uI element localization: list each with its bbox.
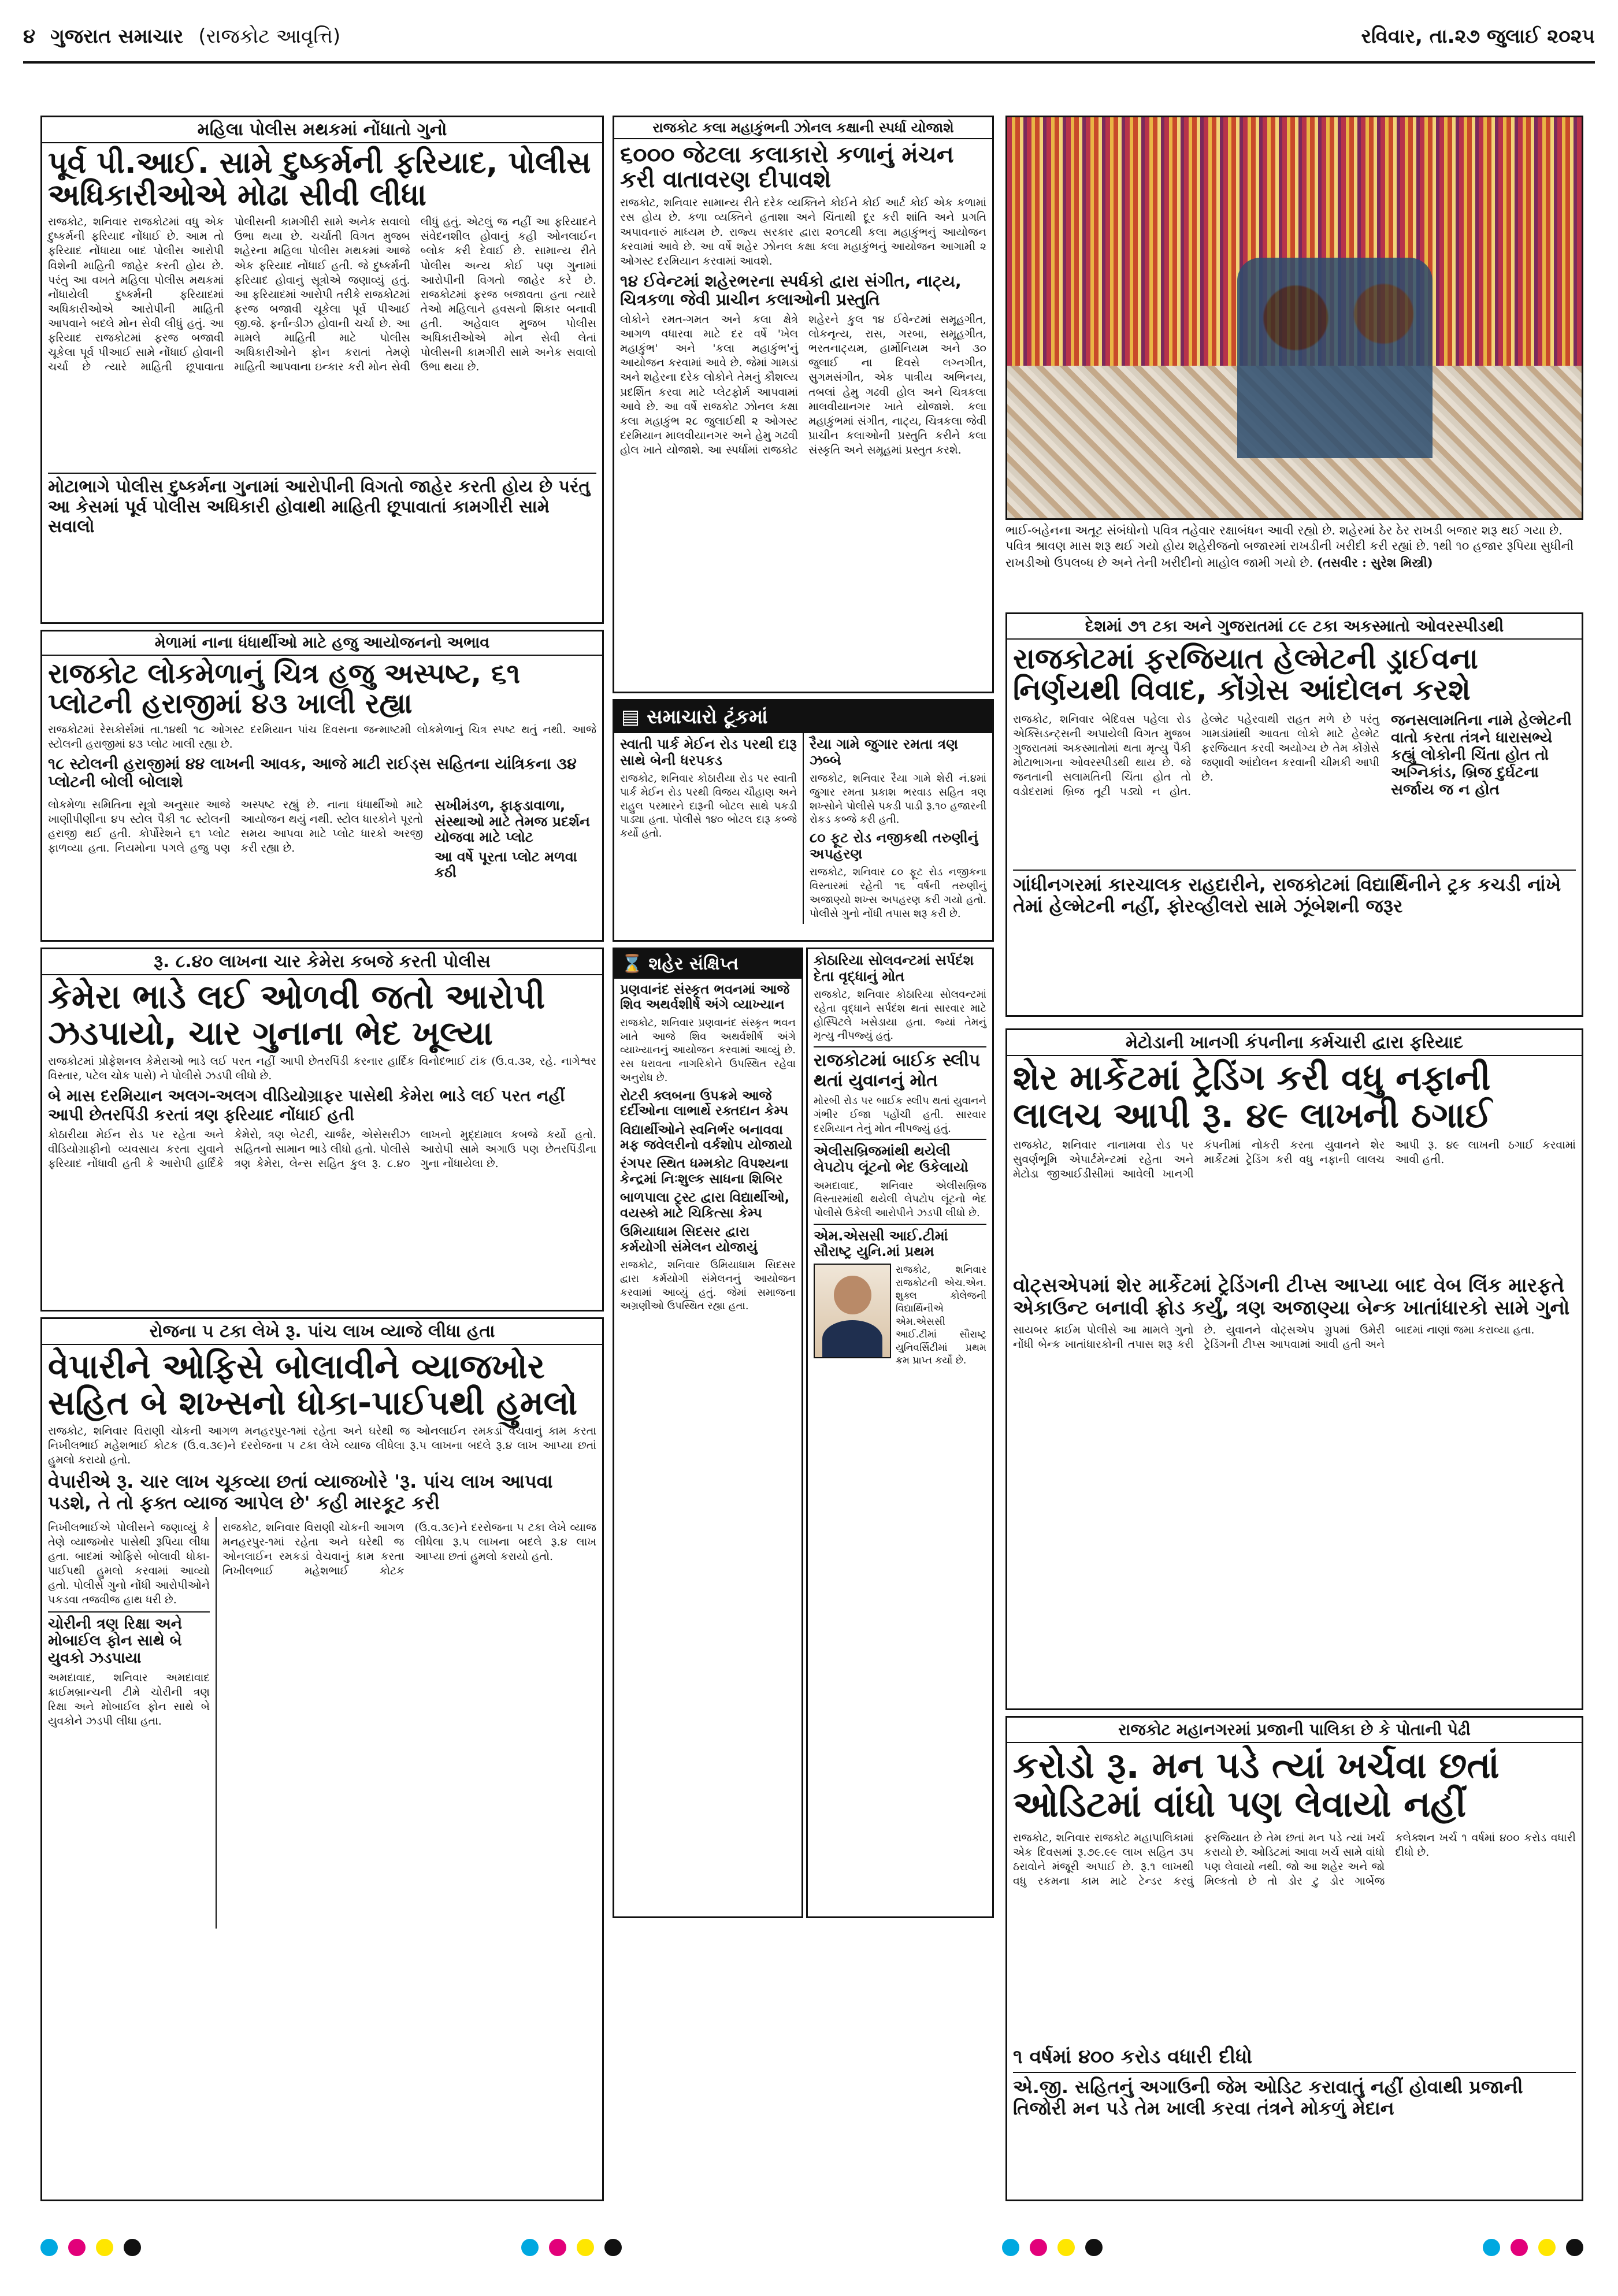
photo-shoppers [1237, 258, 1433, 458]
story-police-footer: મોટાભાગે પોલીસ દુષ્કર્મના ગુનામાં આરોપીની વિગતો જાહેર કરતી હોય છે પરંતુ આ કેસમાં પૂર્વ પોલીસ અધિકારી હોવાથી માહિતી છૂપાવાતાં કામગીરી સામે સવાલો [48, 473, 596, 537]
story-lokmelo-subhead1: ૧૮ સ્ટોલની હરાજીમાં ૪૪ લાખની આવક, આજે માટી રાઈડ્સ સહિતના યાંત્રિકના ૩૪ પ્લોટની બોલી બોલાશે [48, 755, 577, 791]
yellow-dot [1538, 2239, 1556, 2256]
story-audit [1005, 1716, 1583, 2201]
black-dot [1566, 2239, 1583, 2256]
brief2-body: રાજકોટ, શનિવાર રૈયા ગામે શેરી નં.૪માં જુગાર રમતા પ્રકાશ ભરવાડ સહિત ત્રણ શખ્સોને પોલીસે પકડી પાડી રૂ.૧૦ હજારની રોકડ કબ્જે કરી હતી. [810, 772, 986, 826]
story-vyaj-headline: વેપારીને ઓફિસે બોલાવીને વ્યાજખોર સહિત બે શખ્સનો ધોકા-પાઈપથી હુમલો [48, 1347, 578, 1422]
page-number: ૪ [23, 25, 36, 48]
shaher-section [613, 948, 803, 1918]
mid4-body: રાજકોટ, શનિવાર રાજકોટની એચ.એન. શુક્લ કોલેજની વિદ્યાર્થિનીએ એમ.એસસી આઈ.ટીમાં સૌરાષ્ટ્ર યુનિવર્સિટીમાં પ્રથમ ક્રમ પ્રાપ્ત કર્યો છે. [896, 1264, 986, 1367]
story-lokmelo-body1: રાજકોટમાં રેસકોર્સમાં તા.૧૪થી ૧૮ ઓગસ્ટ દરમિયાન પાંચ દિવસના જન્માષ્ટમી લોકમેળાનું ચિત્ર સ્પષ્ટ થતું નથી. આજે સ્ટોલની હરાજીમાં ૪૩ પ્લોટ ખાલી રહ્યા છે. [48, 723, 596, 751]
shaher1-body: રાજકોટ, શનિવાર પ્રણવાનંદ સંસ્કૃત ભવન ખાતે આજે શિવ અથર્વશીર્ષ અંગે વ્યાખ્યાનનું આયોજન કરવામાં આવ્યું છે. રસ ધરાવતા નાગરિકોને ઉપસ્થિત રહેવા અનુરોધ છે. [620, 1016, 796, 1084]
story-police-body: રાજકોટ, શનિવાર રાજકોટમાં વધુ એક દુષ્કર્મની ફરિયાદ નોંધાઈ છે. આમ તો ફરિયાદ નોંધાયા બાદ પોલીસ આરોપી વિશેની માહિતી જાહેર કરતી હોય છે. પરંતુ આ વખતે મહિલા પોલીસ મથકમાં નોંધાયેલી દુષ્કર્મની ફરિયાદમાં અધિકારીઓએ આરોપીની માહિતી આપવાને બદલે મોન સેવી લીધું હતું. આ ફરિયાદ રાજકોટમાં ફરજ બજાવી ચૂકેલા પૂર્વ પીઆઈ સામે નોંધાઈ હોવાની ચર્ચા છે ત્યારે માહિતી છૂપાવાતા પોલીસની કામગીરી સામે અનેક સવાલો ઉભા થયા છે. ચર્ચાતી વિગત મુજબ શહેરના મહિલા પોલીસ મથકમાં આજે એક ફરિયાદ નોંધાઈ હતી. જે દુષ્કર્મની ફરિયાદ હોવાનું સૂત્રોએ જણાવ્યું હતું. આ ફરિયાદમાં આરોપી તરીકે રાજકોટમાં ફરજ બજાવી ચૂકેલા પૂર્વ પીઆઈ જી.જે. ફર્નાન્ડીઝ હોવાની ચર્ચા છે. આ મામલે માહિતી માટે પોલીસ અધિકારીઓને ફોન કરાતાં તેમણે માહિતી આપવાના ઇન્કાર કરી મોન સેવી લીધું હતું. એટલું જ નહીં આ ફરિયાદને સંવેદનશીલ હોવાનું કહી ઓનલાઈન બ્લોક કરી દેવાઈ છે. સામાન્ય રીતે પોલીસ અન્ય કોઈ પણ ગુનામાં આરોપીની વિગતો જાહેર કરે છે. રાજકોટમાં ફરજ બજાવતા હતા ત્યારે તેઓ મહિલાને હવસનો શિકાર બનાવી હતી. અહેવાલ મુજબ પોલીસ અધિકારીઓએ મોન સેવી લેતાં પોલીસની કામગીરી સામે અનેક સવાલો ઉભા થયા છે. [48, 216, 596, 374]
story-camera-body2: કોઠારીયા મેઈન રોડ પર રહેતા અને વીડિયોગ્રાફીનો વ્યવસાય કરતા યુવાને ફરિયાદ નોંધાવી હતી કે આરોપી હાર્દિકે કેમેરો, ત્રણ બેટરી, ચાર્જર, એસેસરીઝ સહિતનો સામાન ભાડે લીધો હતો. પોલીસે ત્રણ કેમેરા, લેન્સ સહિત કુલ રૂ. ૮.૪૦ લાખનો મુદ્દામાલ કબજે કર્યો હતો. આરોપી સામે અગાઉ પણ છેતરપિંડીના ગુના નોંધાયેલા છે. [48, 1128, 596, 1170]
shaher1-headline: પ્રણવાનંદ સંસ્કૃત ભવનમાં આજે શિવ અથર્વશીર્ષ અંગે વ્યાખ્યાન [620, 982, 790, 1013]
brief1-headline: સ્વાતી પાર્ક મેઈન રોડ પરથી દારૂ સાથે બેની ધરપકડ [620, 736, 797, 768]
black-dot [604, 2239, 622, 2256]
story-camera-subhead: બે માસ દરમિયાન અલગ-અલગ વીડિયોગ્રાફર પાસેથી કેમેરા ભાડે લઈ પરત નહીં આપી છેતરપિંડી કરતાં ત્રણ ફરિયાદ નોંધાઈ હતી [48, 1086, 565, 1124]
brief3-headline: ૮૦ ફૂટ રોડ નજીકથી તરુણીનું અપહરણ [810, 830, 978, 862]
story-kala-body2: લોકોને રમત-ગમત અને કલા ક્ષેત્રે આગળ વધારવા માટે દર વર્ષે 'ખેલ મહાકુંભ' અને 'કલા મહાકુંભ'નું આયોજન કરવામાં આવે છે. જેમાં ગામડાં અને શહેરના દરેક લોકોને તેમનું કૌશલ્ય પ્રદર્શિત કરવા માટે પ્લેટફોર્મ આપવામાં આવે છે. આ વર્ષે રાજકોટ ઝોનલ કક્ષા કલા મહાકુંભ ૨૮ જુલાઈથી ૨ ઓગસ્ટ દરમિયાન માલવીયાનગર અને હેમુ ગઢવી હોલ ખાતે યોજાશે. આ સ્પર્ધામાં રાજકોટ શહેરને કુલ ૧૪ ઈવેન્ટમાં સમૂહગીત, લોકનૃત્ય, રાસ, ગરબા, સમૂહગીત, ભરતનાટ્યમ, હાર્મોનિયમ અને ૩૦ જુલાઈ ના દિવસે લગ્નગીત, સુગમસંગીત, એક પાત્રીય અભિનય, તબલાં હેમુ ગઢવી હોલ અને ચિત્રકલા માલવીયાનગર ખાતે યોજાશે. કલા મહાકુંભમાં સંગીત, નાટ્ય, ચિત્રકલા જેવી પ્રાચીન કલાઓની પ્રસ્તુતિ કરીને કલા સંસ્કૃતિ અને સમૂહમાં પ્રસ્તુત કરશે. [620, 313, 986, 456]
story-audit-footer: એ.જી. સહિતનું અગાઉની જેમ ઓડિટ કરાવાતું નહીં હોવાથી પ્રજાની તિજોરી મન પડે તેમ ખાલી કરવા તંત્રને મોકળું મેદાન [1013, 2072, 1576, 2119]
registration-strip [40, 2230, 1583, 2265]
story-helmet-body: રાજકોટ, શનિવાર બેદિવસ પહેલા રોડ એક્સિડન્ટ્સની અપાયેલી વિગત મુજબ ગુજરાતમાં અકસ્માતોમાં થતા મૃત્યુ પૈકી મોટાભાગના ઓવરસ્પીડથી થાય છે. જે જનતાની સલામતિની ચિંતા હોત તો વડોદરામાં બ્રિજ તૂટી પડ્યો ન હોત. હેલ્મેટ પહેરવાથી રાહત મળે છે પરંતુ ગામડાંમાંથી આવતા લોકો માટે હેલ્મેટ ફરજિયાત કરવી અયોગ્ય છે તેમ કોંગ્રેસે જણાવી આંદોલન કરવાની ચીમકી આપી છે. [1013, 713, 1379, 798]
brief1-body: રાજકોટ, શનિવાર કોઠારીયા રોડ પર સ્વાતી પાર્ક મેઈન રોડ પરથી વિજય ચૌહાણ અને રાહુલ પરમારને દારૂની બોટલ સાથે પકડી પાડ્યા હતા. પોલીસે ૧૪૦ બોટલ દારૂ કબ્જે કર્યો હતો. [620, 772, 797, 840]
cyan-dot [1002, 2239, 1019, 2256]
student-portrait [814, 1264, 891, 1358]
mid-column [806, 948, 994, 1918]
story-camera-headline: કેમેરા ભાડે લઈ ઓળવી જતો આરોપી ઝડપાયો, ચાર ગુનાના ભેદ ખૂલ્યા [48, 977, 545, 1053]
story-share-headline: શેર માર્કેટમાં ટ્રેડિંગ કરી વધુ નફાની લાલચ આપી રૂ. ૪૯ લાખની ઠગાઈ [1013, 1058, 1492, 1136]
vyaj-brief-headline: ચોરીની ત્રણ રિક્ષા અને મોબાઈલ ફોન સાથે બે યુવકો ઝડપાયા [48, 1611, 210, 1668]
story-audit-headline: કરોડો રૂ. મન પડે ત્યાં ખર્ચવા છતાં ઓડિટમાં વાંધો પણ લેવાયો નહીં [1013, 1744, 1500, 1825]
shaher2-headline: રોટરી ક્લબના ઉપક્રમે આજે દર્દીઓના લાભાર્થે રક્તદાન કેમ્પ [620, 1088, 789, 1119]
briefs-title: સમાચારો ટૂંકમાં [647, 705, 768, 729]
story-share-kicker: મેટોડાની ખાનગી કંપનીના કર્મચારી દ્વારા ફરિયાદ [1007, 1030, 1582, 1056]
shaher4-headline: રંગપર સ્થિત ધમ્મકોટ વિપશ્યના કેન્દ્રમાં નિઃશુલ્ક સાધના શિબિર [620, 1156, 789, 1187]
mid3-headline: એલીસબ્રિજમાંથી થયેલી લેપટોપ લૂંટનો ભેદ ઉકેલાયો [814, 1139, 986, 1175]
portrait-shirt [822, 1320, 882, 1357]
story-kala-body1: રાજકોટ, શનિવાર સામાન્ય રીતે દરેક વ્યક્તિને કોઈને કોઈ આર્ટ કોઈ એક કળામાં રસ હોય છે. કળા વ્યક્તિને હતાશા અને ચિંતાથી દૂર કરી શાંતિ અને પ્રગતિ અપાવનારું માધ્યમ છે. રાજ્ય સરકાર દ્વારા ૨૦૧૮થી કલા મહાકુંભનું આયોજન કરવામાં આવે છે. આ વર્ષે શહેર ઝોનલ કક્ષા કલા મહાકુંભનું આયોજન આગામી ૨ ઓગસ્ટ દરમિયાન કરવામાં આવશે. [620, 196, 986, 268]
registration-marks-mid-left [521, 2239, 622, 2256]
story-lokmelo-subhead3: આ વર્ષે પૂરતા પ્લોટ મળવા કઠી [435, 848, 577, 881]
story-kala-subhead: ૧૪ ઈવેન્ટમાં શહેરભરના સ્પર્ધકો દ્વારા સંગીત, નાટ્ય, ચિત્રકળા જેવી પ્રાચીન કલાઓની પ્રસ્તુતિ [620, 271, 962, 309]
story-helmet-subhead2: ગાંધીનગરમાં કારચાલક રાહદારીને, રાજકોટમાં વિદ્યાર્થિનીને ટ્રક કચડી નાંખે તેમાં હેલ્મેટની નહીં, ફોરવ્હીલરો સામે ઝૂંબેશની જરૂર [1013, 870, 1576, 917]
story-lokmelo-body2: લોકમેળા સમિતિના સૂત્રો અનુસાર આજે ખાણીપીણીના ૪૫ સ્ટોલ પૈકી ૧૮ સ્ટોલની હરાજી થઈ હતી. કોર્પોરેશને ૬૧ પ્લોટ ફાળવ્યા હતા. નિયમોના પગલે હજુ પણ અસ્પષ્ટ રહ્યું છે. નાના ધંધાર્થીઓ માટે આયોજન થયું નથી. સ્ટોલ ધારકોને પૂરતો સમય આપવા માટે પ્લોટ ધારકો અરજી કરી રહ્યા છે. [48, 798, 423, 855]
story-helmet [1005, 612, 1583, 1017]
mid1-headline: કોઠારિયા સોલવન્ટમાં સર્પદંશ દેતા વૃદ્ધાનું મોત [814, 952, 974, 984]
magenta-dot [549, 2239, 566, 2256]
mid2-body: મોરબી રોડ પર બાઈક સ્લીપ થતાં યુવાનને ગંભીર ઈજા પહોંચી હતી. સારવાર દરમિયાન તેનું મોત નીપજ્યું હતું. [814, 1095, 986, 1135]
mid4-headline: એમ.એસસી આઈ.ટીમાં સૌરાષ્ટ્ર યુનિ.માં પ્રથમ [814, 1224, 986, 1260]
story-vyaj-subhead: વેપારીએ રૂ. ચાર લાખ ચૂકવ્યા છતાં વ્યાજખોરે 'રૂ. પાંચ લાખ આપવા પડશે, તે તો ફક્ત વ્યાજ આપેલ છે' કહી મારકૂટ કરી [48, 1470, 553, 1514]
story-share-body1: રાજકોટ, શનિવાર નાનામવા રોડ પર સુવર્ણભૂમિ એપાર્ટમેન્ટમાં રહેતા અને મેટોડા જીઆઈડીસીમાં આવેલી ખાનગી કંપનીમાં નોકરી કરતા યુવાનને શેર માર્કેટમાં ટ્રેડિંગ કરી વધુ નફાની લાલચ આપી રૂ. ૪૯ લાખની ઠગાઈ કરવામાં આવી હતી. [1013, 1138, 1576, 1180]
mid1-body: રાજકોટ, શનિવાર કોઠારિયા સોલવન્ટમાં રહેતા વૃદ્ધાને સર્પદંશ થતાં સારવાર માટે હોસ્પિટલે ખસેડાયા હતા. જ્યાં તેમનું મૃત્યુ નીપજ્યું હતું. [814, 989, 986, 1042]
yellow-dot [577, 2239, 594, 2256]
story-police [40, 116, 604, 624]
story-vyaj-body2: નિખીલભાઈએ પોલીસને જણાવ્યું કે તેણે વ્યાજખોર પાસેથી રૂપિયા લીધા હતા. બાદમાં ઓફિસે બોલાવી ધોકા-પાઈપથી હુમલો કરવામાં આવ્યો હતો. પોલીસે ગુનો નોંધી આરોપીઓને પકડવા તજવીજ હાથ ધરી છે. [48, 1521, 210, 1607]
registration-marks-mid-right [1002, 2239, 1103, 2256]
story-vyaj-body-cont: રાજકોટ, શનિવાર વિરાણી ચોકની આગળ મનહરપુર-૧માં રહેતા અને ઘરેથી જ ઓનલાઈન રમકડાં વેચવાનું કામ કરતા નિખીલભાઈ મહેશભાઈ કોટક (ઉ.વ.૩૯)ને દરરોજના ૫ ટકા લેખે વ્યાજ લીધેલા રૂ.૫ લાખના બદલે રૂ.૪ લાખ આપ્યા છતાં હુમલો કરાયો હતો. [222, 1521, 596, 1578]
cyan-dot [40, 2239, 58, 2256]
vyaj-brief-body: અમદાવાદ, શનિવાર અમદાવાદ ક્રાઈમબ્રાન્ચની ટીમે ચોરીની ત્રણ રિક્ષા અને મોબાઈલ ફોન સાથે બે યુવકોને ઝડપી લીધા હતા. [48, 1671, 210, 1728]
story-helmet-headline: રાજકોટમાં ફરજિયાત હેલ્મેટની ડ્રાઈવના નિર્ણયથી વિવાદ, કોંગ્રેસ આંદોલન કરશે [1013, 642, 1479, 707]
story-vyaj-kicker: રોજના ૫ ટકા લેખે રૂ. પાંચ લાખ વ્યાજે લીધા હતા [42, 1319, 602, 1345]
portrait-face [834, 1276, 871, 1314]
story-audit-kicker: રાજકોટ મહાનગરમાં પ્રજાની પાલિકા છે કે પોતાની પેઢી [1007, 1718, 1582, 1743]
magenta-dot [1030, 2239, 1047, 2256]
photo-caption-block [1005, 523, 1583, 601]
story-kala [613, 116, 994, 693]
hourglass-icon: ⌛ [621, 954, 643, 974]
black-dot [1085, 2239, 1103, 2256]
rakhi-market-photo [1005, 116, 1583, 520]
story-camera-body1: રાજકોટમાં પ્રોફેશનલ કેમેરાઓ ભાડે લઈ પરત નહીં આપી છેતરપિંડી કરનાર હાર્દિક વિનોદભાઈ ટાંક (ઉ.વ.૩૨, રહે. નાગેશ્વર વિસ્તાર, પટેલ ચોક પાસે) ને પોલીસે ઝડપી લીધો છે. [48, 1055, 596, 1083]
edition-label: (રાજકોટ આવૃત્તિ) [198, 25, 341, 48]
story-share-body2: સાયબર ક્રાઈમ પોલીસે આ મામલે ગુનો નોંધી બેન્ક ખાતાંધારકોની તપાસ શરૂ કરી છે. યુવાનને વોટ્સએપ ગ્રુપમાં ઉમેરી ટ્રેડિંગની ટીપ્સ આપવામાં આવી હતી અને બાદમાં નાણાં જમા કરાવ્યા હતા. [1013, 1323, 1535, 1351]
brief3-body: રાજકોટ, શનિવાર ૮૦ ફૂટ રોડ નજીકના વિસ્તારમાં રહેતી ૧૬ વર્ષની તરુણીનું અજાણ્યો શખ્સ અપહરણ કરી ગયો હતો. પોલીસે ગુનો નોંધી તપાસ શરૂ કરી છે. [810, 866, 986, 920]
story-camera [40, 948, 604, 1312]
story-audit-subhead: ૧ વર્ષમાં ૪૦૦ કરોડ વધારી દીધો [1013, 2045, 1252, 2068]
story-kala-kicker: રાજકોટ કલા મહાકુંભની ઝોનલ કક્ષાની સ્પર્ધા યોજાશે [614, 117, 992, 139]
shaher5-headline: બાળપાલા ટ્રસ્ટ દ્વારા વિદ્યાર્થીઓ, વયસ્કો માટે ચિકિત્સા કેમ્પ [620, 1190, 790, 1221]
story-helmet-subhead1: જનસલામતિના નામે હેલ્મેટની વાતો કરતા તંત્રને ધારાસભ્યે કહ્યું લોકોની ચિંતા હોત તો અગ્નિકાંડ, બ્રિજ દુર્ઘટના સર્જાય જ ન હોત [1391, 712, 1572, 798]
mid3-body: અમદાવાદ, શનિવાર એલીસબ્રિજ વિસ્તારમાંથી થયેલી લેપટોપ લૂંટનો ભેદ પોલીસે ઉકેલી આરોપીને ઝડપી લીધો છે. [814, 1179, 986, 1220]
magenta-dot [1511, 2239, 1528, 2256]
page-folio [23, 12, 1595, 64]
story-kala-headline: ૬૦૦૦ જેટલા કલાકારો કળાનું મંચન કરી વાતાવરણ દીપાવશે [620, 142, 954, 194]
briefs-band [614, 701, 992, 733]
black-dot [124, 2239, 141, 2256]
story-vyaj [40, 1317, 604, 2201]
shaher-band [614, 949, 801, 979]
story-lokmelo-headline: રાજકોટ લોકમેળાનું ચિત્ર હજુ અસ્પષ્ટ, ૬૧ પ્લોટની હરાજીમાં ૪૩ ખાલી રહ્યા [48, 657, 521, 720]
story-police-headline: પૂર્વ પી.આઈ. સામે દુષ્કર્મની ફરિયાદ, પોલીસ અધિકારીઓએ મોઢા સીવી લીધા [48, 146, 591, 213]
brief2-headline: રૈયા ગામે જુગાર રમતા ત્રણ ઝબ્બે [810, 736, 959, 768]
briefs-logo-icon: ▤ [621, 705, 640, 729]
newspaper-name: ગુજરાત સમાચાર [50, 25, 184, 48]
story-lokmelo-subhead2: સખીમંડળ, ફાફડાવાળા, સંસ્થાઓ માટે તેમજ પ્રદર્શન યોજવા માટે પ્લોટ [435, 797, 590, 846]
story-police-kicker: મહિલા પોલીસ મથકમાં નોંધાતો ગુનો [42, 117, 602, 143]
issue-date: રવિવાર, તા.૨૭ જુલાઈ ૨૦૨૫ [1361, 25, 1595, 48]
briefs-section [613, 699, 994, 942]
photo-caption: ભાઈ-બહેનના અતૂટ સંબંધોનો પવિત્ર તહેવાર રક્ષાબંધન આવી રહ્યો છે. શહેરમાં ઠેર ઠેર રાખડી બજાર શરૂ થઈ ગયા છે. પવિત્ર શ્રાવણ માસ શરૂ થઈ ગયો હોય શહેરીજનો બજારમાં રાખડીની ખરીદી કરી રહ્યાં છે. ૧થી ૧૦ હજાર રૂપિયા સુધીની રાખડીઓ ઉપલબ્ધ છે અને તેની ખરીદીનો માહોલ જામી ગયો છે. [1005, 523, 1574, 570]
story-camera-kicker: રૂ. ૮.૪૦ લાખના ચાર કેમેરા કબજે કરતી પોલીસ [42, 949, 602, 975]
photo-credit: (તસવીર : સુરેશ મિસ્ત્રી) [1316, 555, 1433, 570]
shaher-title: શહેર સંક્ષિપ્ત [648, 954, 739, 974]
shaher3-headline: વિદ્યાર્થીઓને સ્વનિર્ભર બનાવવા મફ જવેલરીનો વર્કશોપ યોજાયો [620, 1122, 793, 1153]
story-lokmelo-kicker: મેળામાં નાના ધંધાર્થીઓ માટે હજુ આયોજનનો અભાવ [42, 631, 602, 656]
shaher6-body: રાજકોટ, શનિવાર ઉમિયાધામ સિદસર દ્વારા કર્મયોગી સંમેલનનું આયોજન કરવામાં આવ્યું હતું. જેમાં સમાજના અગ્રણીઓ ઉપસ્થિત રહ્યા હતા. [620, 1259, 796, 1313]
yellow-dot [96, 2239, 113, 2256]
mid2-headline: રાજકોટમાં બાઈક સ્લીપ થતાં યુવાનનું મોત [814, 1046, 986, 1091]
story-share-subhead: વોટ્સએપમાં શેર માર્કેટમાં ટ્રેડિંગની ટીપ્સ આપ્યા બાદ વેબ લિંક મારફતે એકાઉન્ટ બનાવી ફ્રોડ કર્યું, ત્રણ અજાણ્યા બેન્ક ખાતાંધારકો સામે ગુનો [1013, 1273, 1570, 1320]
cyan-dot [1483, 2239, 1500, 2256]
registration-marks-left [40, 2239, 141, 2256]
magenta-dot [68, 2239, 86, 2256]
story-share [1005, 1028, 1583, 1710]
shaher6-headline: ઉમિયાધામ સિદસર દ્વારા કર્મયોગી સંમેલન યોજાયું [620, 1224, 758, 1255]
cyan-dot [521, 2239, 539, 2256]
yellow-dot [1057, 2239, 1075, 2256]
story-lokmelo [40, 630, 604, 942]
story-audit-body: રાજકોટ, શનિવાર રાજકોટ મહાપાલિકામાં એક દિવસમાં રૂ.૭૯.૯૯ લાખ સહિત ૩૫ ઠરાવોને મંજૂરી અપાઈ છે. રૂ.૧ લાખથી વધુ રકમના કામ માટે ટેન્ડર કરવું ફરજિયાત છે તેમ છતાં મન પડે ત્યાં ખર્ચ કરાયો છે. ઓડિટમાં આવા ખર્ચ સામે વાંધો પણ લેવાયો નથી. જો આ શહેર અને જો મિલ્કતો છે તો ડોર ટુ ડોર ગાર્બેજ કલેક્શન ખર્ચ ૧ વર્ષમાં ૪૦૦ કરોડ વધારી દીધો છે. [1013, 1831, 1576, 1888]
story-helmet-kicker: દેશમાં ૭૧ ટકા અને ગુજરાતમાં ૮૯ ટકા અકસ્માતો ઓવરસ્પીડથી [1007, 614, 1582, 640]
story-vyaj-body1: રાજકોટ, શનિવાર વિરાણી ચોકની આગળ મનહરપુર-૧માં રહેતા અને ઘરેથી જ ઓનલાઈન રમકડાં વેચવાનું કામ કરતા નિખીલભાઈ મહેશભાઈ કોટક (ઉ.વ.૩૯)ને દરરોજના ૫ ટકા લેખે વ્યાજ લીધેલા રૂ.૫ લાખના બદલે રૂ.૪ લાખ આપ્યા છતાં હુમલો કરાયો હતો. [48, 1425, 596, 1467]
registration-marks-right [1483, 2239, 1583, 2256]
